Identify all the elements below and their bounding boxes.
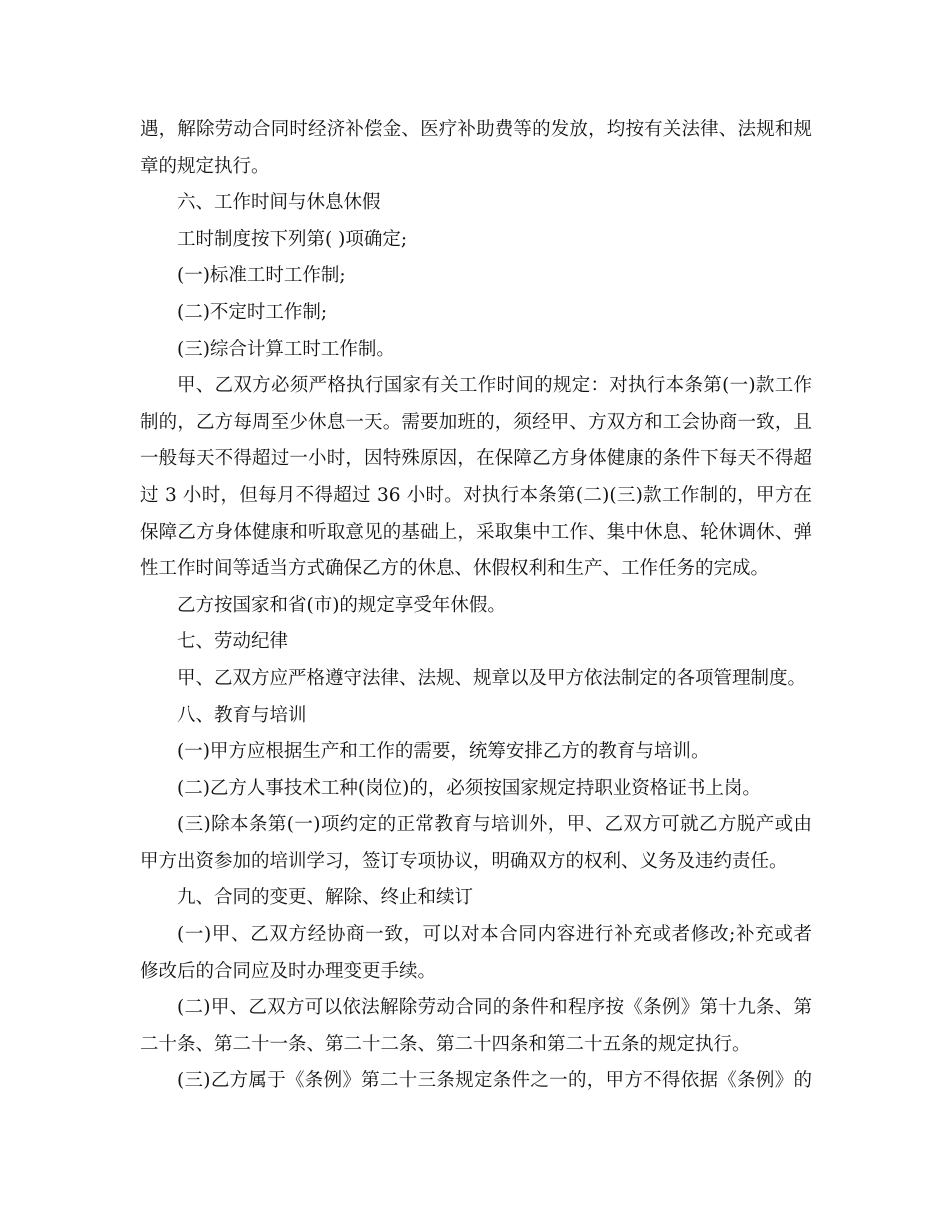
paragraph-line: 工时制度按下列第( )项确定;: [177, 228, 408, 250]
list-item: (一)甲、乙双方经协商一致，可以对本合同内容进行补充或者修改;补充或者: [177, 924, 812, 946]
paragraph-line: 乙方按国家和省(市)的规定享受年休假。: [177, 594, 506, 616]
paragraph-line: 遇，解除劳动合同时经济补偿金、医疗补助费等的发放，均按有关法律、法规和规: [140, 119, 812, 140]
document-body: [140, 112, 812, 1100]
list-item: (二)不定时工作制;: [177, 301, 328, 323]
list-item: (一)标准工时工作制;: [177, 265, 346, 287]
list-item: (三)综合计算工时工作制。: [177, 338, 395, 360]
list-item: (三)乙方属于《条例》第二十三条规定条件之一的，甲方不得依据《条例》的: [177, 1070, 812, 1092]
paragraph-line: 保障乙方身体健康和听取意见的基础上，采取集中工作、集中休息、轮休调休、弹: [140, 521, 812, 543]
list-item: (二)乙方人事技术工种(岗位)的，必须按国家规定持职业资格证书上岗。: [177, 777, 761, 799]
paragraph-line: 性工作时间等适当方式确保乙方的休息、休假权利和生产、工作任务的完成。: [140, 558, 770, 580]
paragraph-line: 甲、乙双方必须严格执行国家有关工作时间的规定：对执行本条第(一)款工作: [177, 375, 812, 397]
section-heading: 六、工作时间与休息休假: [177, 192, 381, 214]
paragraph-line: 二十条、第二十一条、第二十二条、第二十四条和第二十五条的规定执行。: [140, 1033, 751, 1055]
list-item: (三)除本条第(一)项约定的正常教育与培训外，甲、乙双方可就乙方脱产或由: [177, 814, 812, 836]
list-item: (一)甲方应根据生产和工作的需要，统筹安排乙方的教育与培训。: [177, 741, 710, 763]
paragraph-line: 修改后的合同应及时办理变更手续。: [140, 960, 437, 982]
list-item: (二)甲、乙双方可以依法解除劳动合同的条件和程序按《条例》第十九条、第: [177, 997, 812, 1019]
section-heading: 九、合同的变更、解除、终止和续订: [177, 887, 474, 909]
paragraph-line: 过 3 小时，但每月不得超过 36 小时。对执行本条第(二)(三)款工作制的，甲方在: [140, 484, 812, 506]
paragraph-line: 甲方出资参加的培训学习，签订专项协议，明确双方的权利、义务及违约责任。: [140, 850, 788, 872]
section-heading: 八、教育与培训: [177, 704, 307, 726]
paragraph-line: 甲、乙双方应严格遵守法律、法规、规章以及甲方依法制定的各项管理制度。: [177, 667, 807, 689]
paragraph-line: 制的，乙方每周至少休息一天。需要加班的，须经甲、方双方和工会协商一致，且: [140, 411, 812, 433]
paragraph-line: 一般每天不得超过一小时，因特殊原因，在保障乙方身体健康的条件下每天不得超: [140, 448, 812, 470]
section-heading: 七、劳动纪律: [177, 631, 289, 653]
paragraph-line: 章的规定执行。: [140, 155, 270, 177]
